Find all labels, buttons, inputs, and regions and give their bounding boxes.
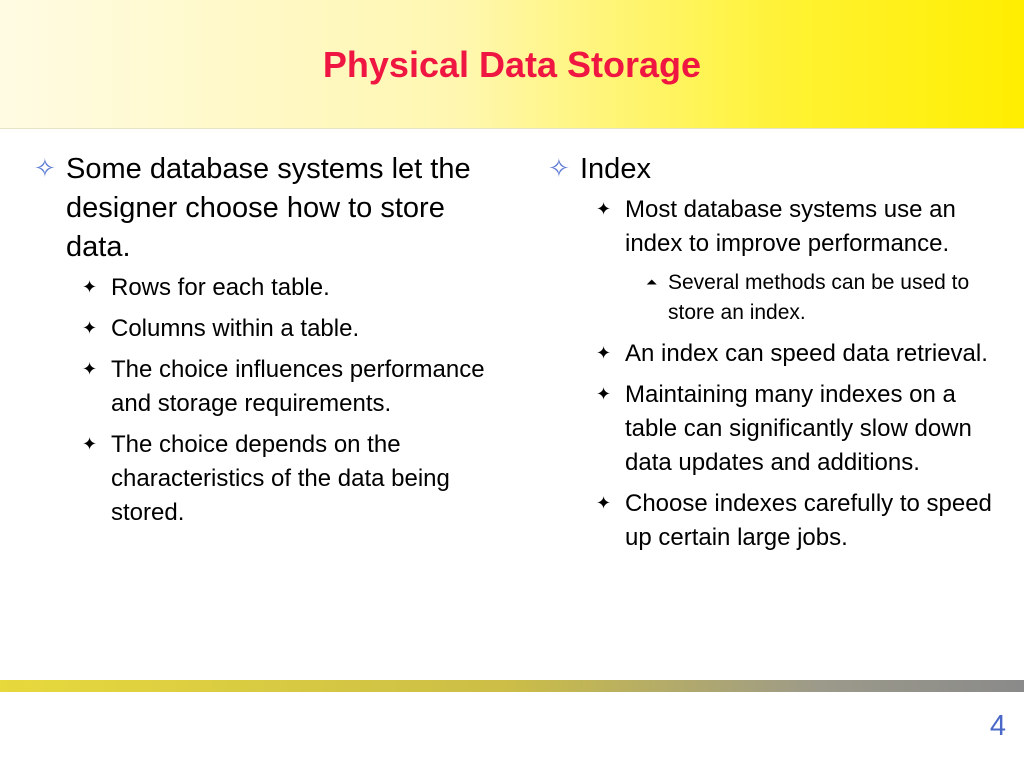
bullet-text: Some database systems let the designer choose how to store data. [66,153,471,263]
bullet-level2 [544,378,1004,480]
bullet-text: Most database systems use an index to improve performance. [625,196,956,257]
slide-title: Physical Data Storage [322,44,702,85]
bullet-level1 [30,150,500,267]
bullet-level2 [544,193,1004,261]
bullet-level2 [544,487,1004,555]
bullet-text: Rows for each table. [111,274,330,301]
page-number: 4 [989,710,1006,742]
four-point-star-icon: ✦ [596,384,612,405]
bullet-text: Index [580,153,651,185]
bullet-text: Columns within a table. [111,315,360,342]
four-point-star-icon: ✦ [596,199,612,220]
bullet-text: Several methods can be used to store an index. [668,271,970,324]
bullet-text: The choice influences performance and storage requirements. [111,356,485,417]
bottom-gradient-bar [0,680,1024,692]
bullet-text: The choice depends on the characteristics of the data being stored. [111,431,450,526]
four-point-star-icon: ✦ [82,277,98,298]
four-point-star-icon: ✦ [82,434,98,455]
left-column [30,150,500,537]
bullet-level2 [544,337,1004,371]
title-band [0,0,1024,129]
bullet-level1 [544,150,1004,189]
triangle-up-icon: ⏶ [646,275,658,291]
bullet-level3 [544,268,1004,328]
four-point-star-icon: ✦ [82,318,98,339]
bullet-text: Maintaining many indexes on a table can significantly slow down data updates and additions. [625,381,972,476]
four-point-star-icon: ✦ [596,343,612,364]
right-column [544,150,1004,562]
four-point-star-outline-icon: ✧ [548,154,570,184]
bullet-level2 [30,312,500,346]
four-point-star-outline-icon: ✧ [34,154,56,184]
bullet-level2 [30,428,500,530]
four-point-star-icon: ✦ [596,493,612,514]
bullet-level2 [30,353,500,421]
bullet-text: An index can speed data retrieval. [625,340,988,367]
four-point-star-icon: ✦ [82,359,98,380]
bullet-level2 [30,271,500,305]
bullet-text: Choose indexes carefully to speed up certain large jobs. [625,490,992,551]
